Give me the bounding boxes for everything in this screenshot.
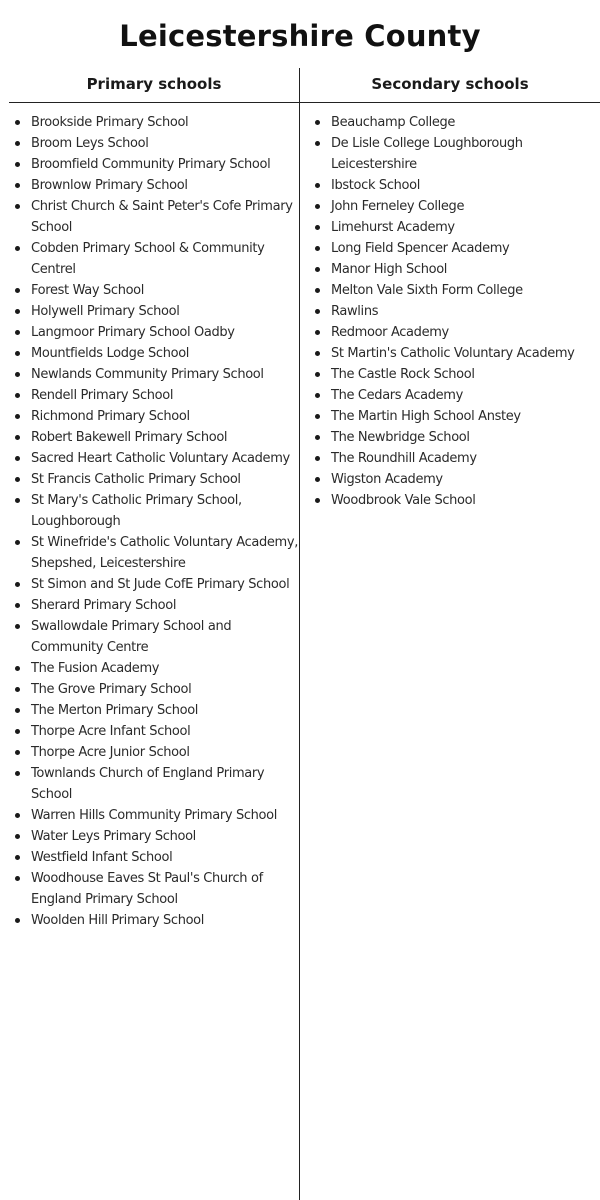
list-item: Richmond Primary School (14, 406, 300, 427)
list-item: Warren Hills Community Primary School (14, 805, 300, 826)
list-item: Sacred Heart Catholic Voluntary Academy (14, 448, 300, 469)
secondary-schools-list (314, 112, 600, 511)
list-item: The Castle Rock School (314, 364, 600, 385)
list-item: The Martin High School Anstey (314, 406, 600, 427)
list-item: St Francis Catholic Primary School (14, 469, 300, 490)
list-item: Beauchamp College (314, 112, 600, 133)
list-item: Brookside Primary School (14, 112, 300, 133)
list-item: Woolden Hill Primary School (14, 910, 300, 931)
list-item: Westfield Infant School (14, 847, 300, 868)
list-item: The Grove Primary School (14, 679, 300, 700)
list-item: Newlands Community Primary School (14, 364, 300, 385)
list-item: Townlands Church of England Primary School (14, 763, 300, 805)
list-item: Mountfields Lodge School (14, 343, 300, 364)
list-item: Ibstock School (314, 175, 600, 196)
list-item: Forest Way School (14, 280, 300, 301)
list-item: St Simon and St Jude CofE Primary School (14, 574, 300, 595)
primary-schools-list (14, 112, 300, 931)
list-item: Broom Leys School (14, 133, 300, 154)
list-item: Rawlins (314, 301, 600, 322)
list-item: De Lisle College Loughborough Leicestershire (314, 133, 600, 175)
list-item: Swallowdale Primary School and Community Centre (14, 616, 300, 658)
page-title: Leicestershire County (119, 19, 481, 53)
list-item: Manor High School (314, 259, 600, 280)
list-item: Woodbrook Vale School (314, 490, 600, 511)
list-item: Woodhouse Eaves St Paul's Church of England Primary School (14, 868, 300, 910)
list-item: St Martin's Catholic Voluntary Academy (314, 343, 600, 364)
list-item: John Ferneley College (314, 196, 600, 217)
list-item: The Merton Primary School (14, 700, 300, 721)
list-item: The Roundhill Academy (314, 448, 600, 469)
list-item: Thorpe Acre Junior School (14, 742, 300, 763)
list-item: Langmoor Primary School Oadby (14, 322, 300, 343)
header-divider (9, 102, 600, 103)
list-item: Holywell Primary School (14, 301, 300, 322)
primary-schools-header: Primary schools (86, 75, 222, 93)
list-item: Long Field Spencer Academy (314, 238, 600, 259)
list-item: The Newbridge School (314, 427, 600, 448)
list-item: Brownlow Primary School (14, 175, 300, 196)
list-item: The Fusion Academy (14, 658, 300, 679)
list-item: Cobden Primary School & Community Centrel (14, 238, 300, 280)
list-item: The Cedars Academy (314, 385, 600, 406)
list-item: Robert Bakewell Primary School (14, 427, 300, 448)
list-item: Wigston Academy (314, 469, 600, 490)
list-item: Broomfield Community Primary School (14, 154, 300, 175)
secondary-schools-header: Secondary schools (371, 75, 529, 93)
list-item: Melton Vale Sixth Form College (314, 280, 600, 301)
list-item: St Winefride's Catholic Voluntary Academy, Shepshed, Leicestershire (14, 532, 300, 574)
list-item: Christ Church & Saint Peter's Cofe Primary School (14, 196, 300, 238)
list-item: St Mary's Catholic Primary School, Loughborough (14, 490, 300, 532)
list-item: Redmoor Academy (314, 322, 600, 343)
list-item: Thorpe Acre Infant School (14, 721, 300, 742)
list-item: Rendell Primary School (14, 385, 300, 406)
list-item: Sherard Primary School (14, 595, 300, 616)
list-item: Water Leys Primary School (14, 826, 300, 847)
list-item: Limehurst Academy (314, 217, 600, 238)
